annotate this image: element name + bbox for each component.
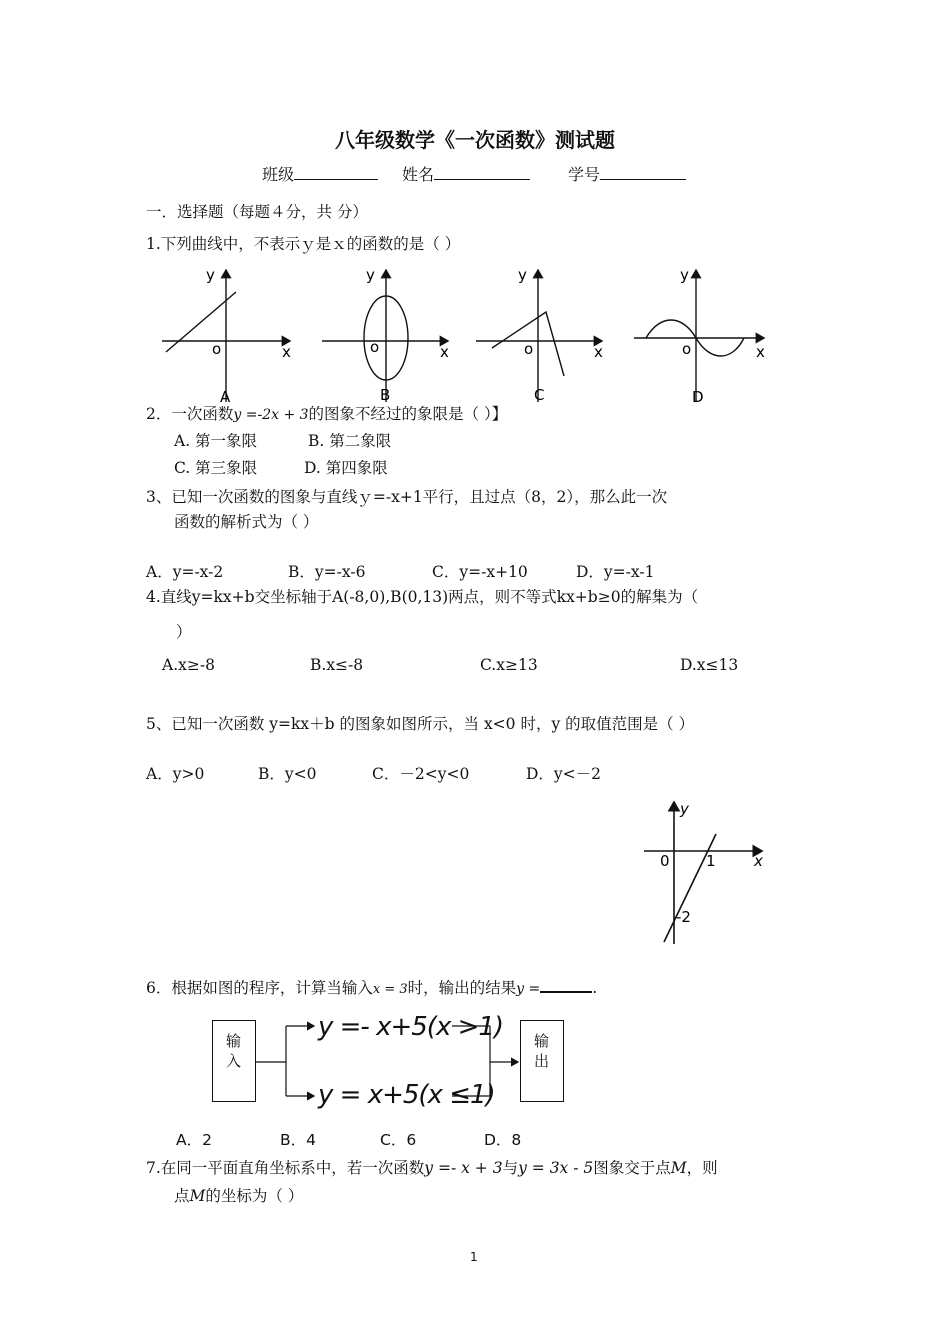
graph-b xyxy=(322,266,449,404)
graph-a-x: x xyxy=(282,343,291,361)
flow-formula-bottom: y = x+5(x ≤1) xyxy=(318,1080,495,1110)
q7-connector: 与 xyxy=(502,1159,519,1177)
q6-middle: 时，输出的结果 xyxy=(407,979,517,997)
q6-option-b[interactable]: B．4 xyxy=(280,1131,316,1149)
q3-option-c[interactable]: C．y=-x+10 xyxy=(432,563,528,581)
q7-formula1: y =- x + 3 xyxy=(424,1159,503,1177)
graph-c-y: y xyxy=(518,266,527,284)
number-label: 学号 xyxy=(568,165,601,184)
q6-input-expr: x = 3 xyxy=(372,982,408,997)
q6-option-c[interactable]: C．6 xyxy=(380,1131,417,1149)
number-blank[interactable] xyxy=(600,163,686,180)
q5-option-c[interactable]: C．－2<y<0 xyxy=(372,765,470,783)
graph-a xyxy=(162,266,291,406)
q3-option-d[interactable]: D．y=-x-1 xyxy=(576,563,655,581)
page-number: 1 xyxy=(470,1250,478,1264)
graph-d-o: o xyxy=(682,340,692,358)
q3-option-a[interactable]: A．y=-x-2 xyxy=(146,563,224,581)
q7-prefix: 7.在同一平面直角坐标系中，若一次函数 xyxy=(146,1159,425,1177)
class-field[interactable] xyxy=(262,162,378,185)
question-7-line2 xyxy=(174,1184,303,1206)
q5-graph-one: 1 xyxy=(706,852,716,870)
class-label: 班级 xyxy=(262,165,295,184)
number-field[interactable] xyxy=(568,162,686,185)
flow-output-box xyxy=(520,1020,564,1102)
graph-c-o: o xyxy=(524,340,534,358)
graph-b-y: y xyxy=(366,266,375,284)
q5-graph xyxy=(636,796,776,946)
question-4-line2: ） xyxy=(176,623,192,641)
flow-input-label: 输入 xyxy=(226,1032,242,1070)
q7-line1-suffix: 图象交于点 xyxy=(593,1159,671,1177)
q7-line2-suffix: 的坐标为（ ） xyxy=(205,1187,304,1205)
graph-a-y: y xyxy=(206,266,215,284)
graph-c xyxy=(476,266,603,404)
q5-option-a[interactable]: A．y>0 xyxy=(146,765,205,783)
q6-prefix: 6．根据如图的程序，计算当输入 xyxy=(146,979,373,997)
q6-option-d[interactable]: D．8 xyxy=(484,1131,522,1149)
question-6 xyxy=(146,976,597,998)
question-2 xyxy=(146,402,507,424)
graph-c-letter: C xyxy=(534,386,545,404)
name-field[interactable] xyxy=(402,162,530,185)
page-title: 八年级数学《一次函数》测试题 xyxy=(335,128,615,152)
q2-formula: y =-2x + 3 xyxy=(233,407,309,423)
q6-option-a[interactable]: A．2 xyxy=(176,1131,212,1149)
q7-point: M xyxy=(670,1159,687,1177)
question-7-line1 xyxy=(146,1156,718,1178)
q2-option-a[interactable]: A. 第一象限 xyxy=(174,432,258,450)
graph-b-o: o xyxy=(370,338,380,356)
q7-line1-end: ，则 xyxy=(686,1159,718,1177)
q2-option-c[interactable]: C. 第三象限 xyxy=(174,459,258,477)
q7-point-2: M xyxy=(189,1187,206,1205)
question-1: 1.下列曲线中，不表示ｙ是ｘ的函数的是（ ） xyxy=(146,235,461,253)
flow-output-label: 输出 xyxy=(534,1032,550,1070)
section-heading: 一．选择题（每题４分，共 分） xyxy=(146,203,368,221)
graph-a-letter: A xyxy=(220,388,231,406)
q5-graph-neg-two: -2 xyxy=(676,908,691,926)
graph-d xyxy=(634,266,765,406)
q4-option-d[interactable]: D.x≤13 xyxy=(680,656,739,674)
graph-b-letter: B xyxy=(380,386,391,404)
q5-option-b[interactable]: B．y<0 xyxy=(258,765,317,783)
name-blank[interactable] xyxy=(434,163,530,180)
q5-option-d[interactable]: D．y<－2 xyxy=(526,765,602,783)
class-blank[interactable] xyxy=(294,163,378,180)
q6-answer-blank[interactable] xyxy=(540,977,592,993)
q3-option-b[interactable]: B．y=-x-6 xyxy=(288,563,366,581)
q2-suffix: 的图象不经过的象限是（ ）】 xyxy=(308,405,508,423)
q2-option-d[interactable]: D. 第四象限 xyxy=(304,459,388,477)
q5-graph-y: y xyxy=(680,800,689,818)
graph-d-letter: D xyxy=(692,388,704,406)
q4-option-b[interactable]: B.x≤-8 xyxy=(310,656,364,674)
question-3-line1: 3、已知一次函数的图象与直线ｙ=-x+1平行，且过点（8，2），那么此一次 xyxy=(146,488,668,506)
question-3-line2: 函数的解析式为（ ） xyxy=(174,513,319,531)
graph-c-x: x xyxy=(594,343,603,361)
q5-graph-x: x xyxy=(754,852,763,870)
graph-a-o: o xyxy=(212,340,222,358)
flow-input-box xyxy=(212,1020,256,1102)
flow-formula-top: y =- x+5(x >1) xyxy=(318,1012,504,1042)
q5-graph-zero: 0 xyxy=(660,852,670,870)
q4-option-a[interactable]: A.x≥-8 xyxy=(162,656,215,674)
q2-prefix: 2．一次函数 xyxy=(146,405,234,423)
q6-end: . xyxy=(592,979,598,997)
q1-graphs xyxy=(150,262,790,407)
question-5: 5、已知一次函数 y=kx＋b 的图象如图所示，当 x<0 时，y 的取值范围是（ ） xyxy=(146,715,695,733)
q6-output-expr: y = xyxy=(516,981,541,997)
question-4-line1: 4.直线y=kx+b交坐标轴于A(-8,0),B(0,13)两点，则不等式kx+b≥0的解集为（ xyxy=(146,588,699,606)
name-label: 姓名 xyxy=(402,165,435,184)
q2-option-b[interactable]: B. 第二象限 xyxy=(308,432,392,450)
q7-line2-prefix: 点 xyxy=(174,1187,190,1205)
graph-b-x: x xyxy=(440,343,449,361)
graph-d-y: y xyxy=(680,266,689,284)
q4-option-c[interactable]: C.x≥13 xyxy=(480,656,538,674)
graph-d-x: x xyxy=(756,343,765,361)
q7-formula2: y = 3x - 5 xyxy=(518,1159,594,1177)
